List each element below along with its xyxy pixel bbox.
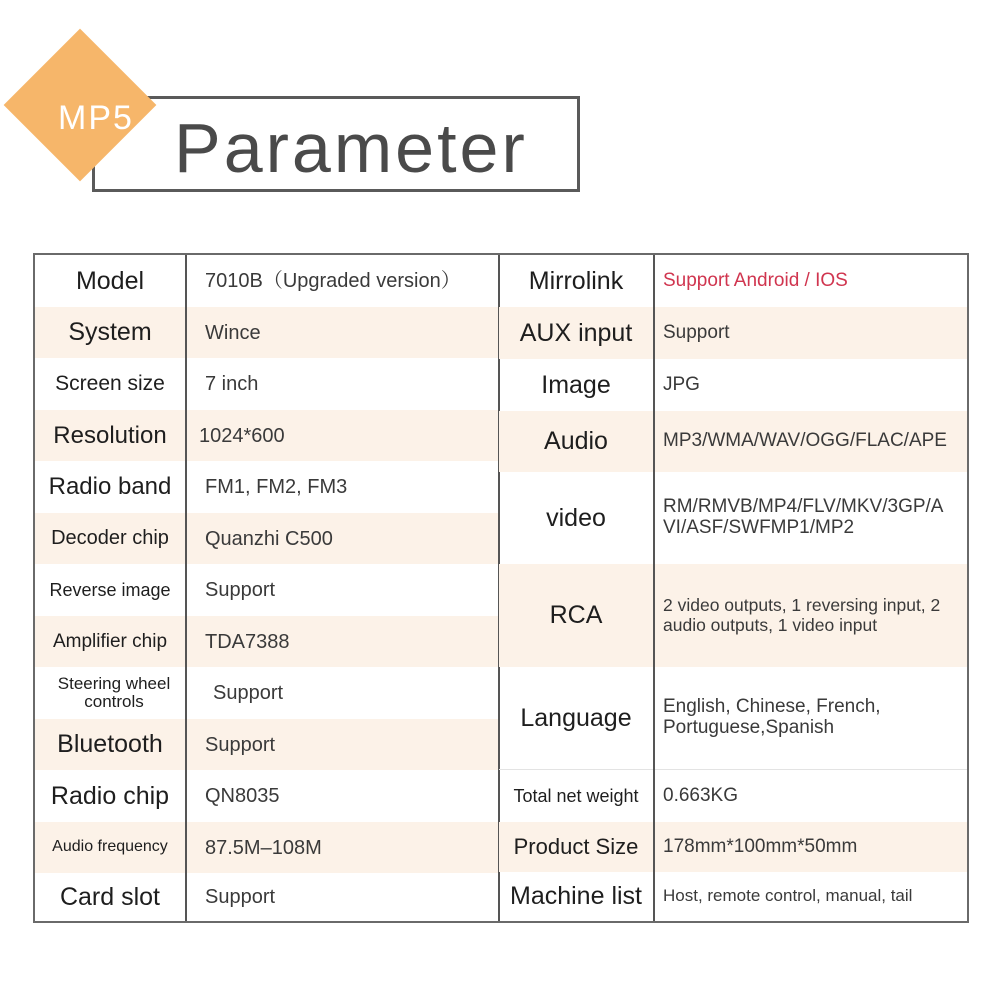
- spec-value: Support Android / IOS: [663, 269, 848, 291]
- spec-label: Steering wheel controls: [57, 674, 171, 711]
- spec-row-machine-list: [499, 872, 967, 921]
- spec-label: Resolution: [53, 421, 167, 449]
- spec-row-aux-input: [499, 307, 967, 359]
- spec-row-resolution: [35, 410, 498, 461]
- spec-label: Mirrolink: [528, 266, 624, 295]
- mp5-badge-label: MP5: [58, 99, 134, 137]
- left-spec-column: [35, 255, 498, 921]
- spec-value: MP3/WMA/WAV/OGG/FLAC/APE: [663, 430, 947, 452]
- spec-value: TDA7388: [205, 630, 290, 653]
- right-column-divider: [653, 255, 655, 921]
- spec-row-radio-chip: [35, 770, 498, 822]
- spec-label: Total net weight: [513, 786, 639, 807]
- spec-value: Support: [205, 886, 276, 908]
- spec-row-language: [499, 667, 967, 769]
- spec-row-card-slot: [35, 873, 498, 921]
- spec-label: Machine list: [510, 882, 642, 911]
- spec-row-system: [35, 307, 498, 358]
- left-column-divider: [185, 255, 187, 921]
- spec-value: FM1, FM2, FM3: [205, 476, 348, 498]
- right-spec-column: [499, 255, 967, 921]
- spec-label: RCA: [549, 601, 603, 630]
- spec-row-rca: [499, 564, 967, 667]
- spec-value: JPG: [663, 373, 700, 395]
- spec-row-total-net-weight: [499, 769, 967, 823]
- spec-row-audio: [499, 411, 967, 472]
- spec-label: Radio chip: [50, 781, 170, 810]
- spec-value: 2 video outputs, 1 reversing input, 2 audio outputs, 1 video input: [663, 595, 941, 635]
- spec-label: Radio band: [48, 473, 172, 501]
- spec-label: Product Size: [513, 834, 639, 860]
- spec-row-steering-wheel-controls: [35, 667, 498, 719]
- spec-row-mirrolink: [499, 255, 967, 307]
- spec-label: video: [546, 503, 606, 532]
- spec-row-model: [35, 255, 498, 307]
- spec-row-audio-frequency: [35, 822, 498, 873]
- spec-value: Support: [205, 579, 276, 601]
- spec-label: Reverse image: [49, 579, 171, 600]
- spec-value: 178mm*100mm*50mm: [663, 835, 858, 857]
- spec-row-product-size: [499, 822, 967, 872]
- spec-label: Card slot: [59, 882, 161, 911]
- spec-row-video: [499, 472, 967, 564]
- parameter-table: [33, 253, 969, 923]
- spec-value: Support: [213, 682, 284, 704]
- spec-value: English, Chinese, French, Portuguese,Spanish: [663, 696, 881, 738]
- spec-label: Screen size: [55, 371, 165, 395]
- spec-value: 1024*600: [199, 424, 285, 447]
- spec-value: QN8035: [205, 785, 280, 807]
- spec-row-reverse-image: [35, 564, 498, 616]
- spec-value: Quanzhi C500: [205, 527, 333, 550]
- spec-row-decoder-chip: [35, 513, 498, 564]
- spec-label: System: [68, 318, 152, 347]
- spec-value: 87.5M–108M: [205, 836, 322, 859]
- spec-label: Audio frequency: [52, 838, 168, 856]
- spec-row-radio-band: [35, 461, 498, 513]
- spec-row-screen-size: [35, 358, 498, 410]
- page-header: [0, 0, 990, 230]
- spec-label: AUX input: [519, 318, 633, 347]
- spec-label: Model: [75, 266, 145, 295]
- spec-value: Wince: [205, 321, 261, 344]
- spec-label: Language: [520, 703, 632, 732]
- spec-row-image: [499, 359, 967, 411]
- spec-value: Host, remote control, manual, tail: [663, 886, 913, 906]
- spec-row-amplifier-chip: [35, 616, 498, 667]
- spec-value: Support: [205, 733, 276, 756]
- spec-label: Amplifier chip: [52, 630, 168, 652]
- spec-value: 0.663KG: [663, 785, 738, 807]
- spec-value: 7010B（Upgraded version）: [205, 270, 461, 292]
- spec-label: Bluetooth: [57, 730, 163, 759]
- spec-value: RM/RMVB/MP4/FLV/MKV/3GP/AVI/ASF/SWFMP1/MP2: [663, 496, 944, 538]
- page-title: Parameter: [174, 109, 528, 187]
- spec-label: Decoder chip: [51, 527, 169, 549]
- spec-row-bluetooth: [35, 719, 498, 770]
- spec-label: Audio: [544, 427, 608, 456]
- spec-value: 7 inch: [205, 373, 259, 395]
- spec-label: Image: [541, 370, 611, 399]
- spec-value: Support: [663, 321, 730, 343]
